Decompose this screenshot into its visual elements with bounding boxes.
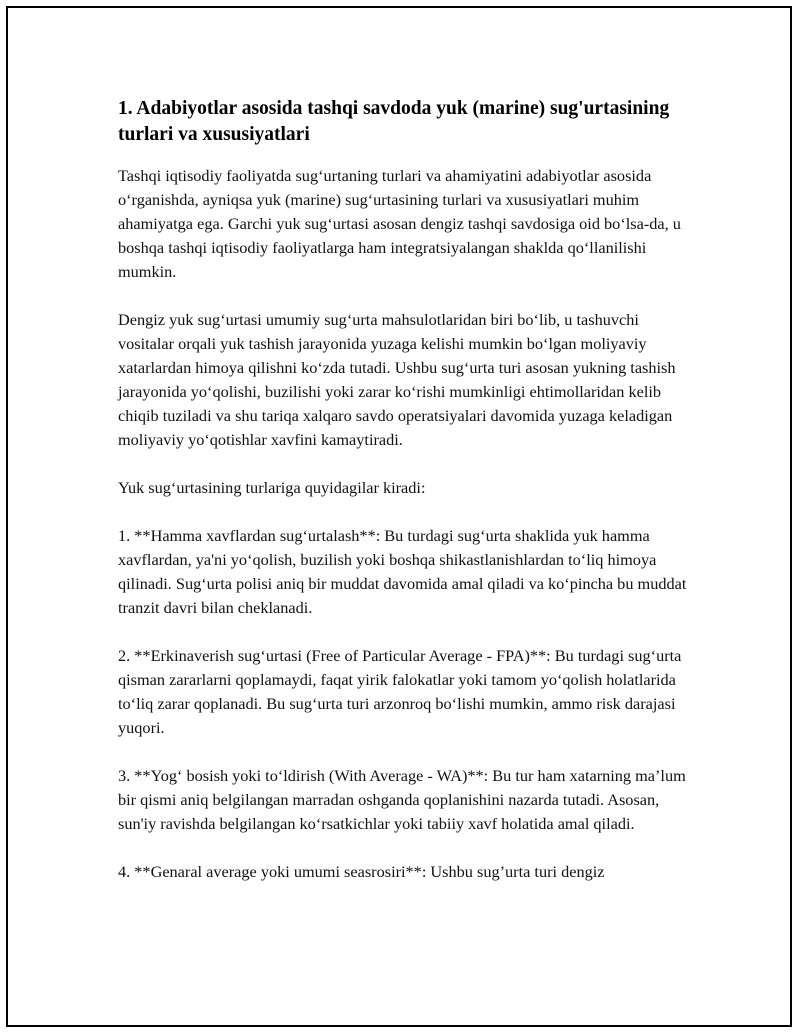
list-item-wa: 3. **Yog‘ bosish yoki to‘ldirish (With Average - WA)**: Bu tur ham xatarning ma’lum bir qismi aniq belgilangan marradan oshganda qoplanishini nazarda tutadi. Asosan, sun'iy ravishda belgilangan ko‘rsatkichlar yoki tabiiy xavf holatida amal qiladi. [118,766,686,833]
intro-paragraph: Tashqi iqtisodiy faoliyatda sug‘urtaning turlari va ahamiyatini adabiyotlar asosida o‘rganishda, ayniqsa yuk (marine) sug‘urtasining turlari va xususiyatlari muhim ahamiyatga ega. Garchi yuk sug‘urtasi asosan dengiz tashqi savdosiga oid bo‘lsa-da, u boshqa tashqi iqtisodiy faoliyatlarga ham integratsiyalangan shaklda qo‘llanilishi mumkin. [118,166,681,281]
document-body [118,96,694,884]
document-page [6,6,792,1027]
types-intro-paragraph: Yuk sug‘urtasining turlariga quyidagilar kiradi: [118,478,426,497]
list-item-all-risks: 1. **Hamma xavflardan sug‘urtalash**: Bu turdagi sug‘urta shaklida yuk hamma xavflardan, ya'ni yo‘qolish, buzilish yoki boshqa shikastlanishlardan to‘liq himoya qilinadi. Sug‘urta polisi aniq bir muddat davomida amal qiladi va ko‘pincha bu muddat tranzit davri bilan cheklanadi. [118,526,687,617]
section-heading: 1. Adabiyotlar asosida tashqi savdoda yuk (marine) sug'urtasining turlari va xususiyatlari [118,98,670,145]
marine-insurance-paragraph: Dengiz yuk sug‘urtasi umumiy sug‘urta mahsulotlaridan biri bo‘lib, u tashuvchi vositalar orqali yuk tashish jarayonida yuzaga kelishi mumkin bo‘lgan moliyaviy xatarlardan himoya qilishni ko‘zda tutadi. Ushbu sug‘urta turi asosan yukning tashish jarayonida yo‘qolishi, buzilishi yoki zarar ko‘rishi mumkinligi ehtimollaridan kelib chiqib tuziladi va shu tariqa xalqaro savdo operatsiyalari davomida yuzaga keladigan moliyaviy yo‘qotishlar xavfini kamaytiradi. [118,310,676,449]
list-item-fpa: 2. **Erkinaverish sug‘urtasi (Free of Particular Average - FPA)**: Bu turdagi sug‘urta qisman zararlarni qoplamaydi, faqat yirik falokatlar yoki tamom yo‘qolish holatlarida to‘liq zarar qoplanadi. Bu sug‘urta turi arzonroq bo‘lishi mumkin, ammo risk darajasi yuqori. [118,646,682,737]
list-item-general-average: 4. **Genaral average yoki umumi seasrosiri**: Ushbu sug’urta turi dengiz [118,862,605,881]
